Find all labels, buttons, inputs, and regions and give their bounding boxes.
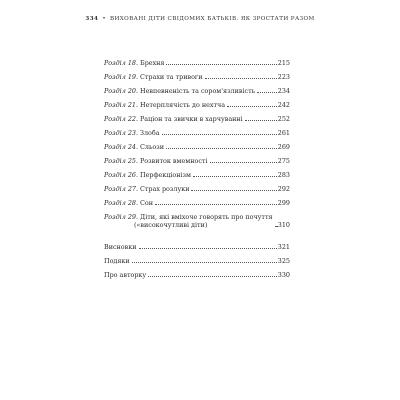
dot-leader bbox=[166, 148, 277, 149]
chapter-title: Нетерплячість до нехтча bbox=[140, 101, 226, 109]
chapter-title: Невпевненість та сором'язливість bbox=[140, 87, 256, 95]
entry-title: Висновки bbox=[104, 243, 137, 251]
book-title: ВИХОВАНІ ДІТИ СВІДОМИХ БАТЬКІВ. ЯК ЗРОСТАТИ РАЗОМ bbox=[110, 16, 315, 22]
toc-entry-25[interactable] bbox=[104, 151, 290, 165]
chapter-page: 261 bbox=[277, 129, 290, 137]
dot-leader bbox=[155, 204, 277, 205]
dot-leader bbox=[205, 78, 277, 79]
dot-leader bbox=[148, 276, 277, 277]
dot-leader bbox=[193, 176, 277, 177]
toc-entry-about-author[interactable] bbox=[104, 265, 290, 279]
chapter-page: 215 bbox=[277, 59, 290, 67]
toc-entry-acknowledgements[interactable] bbox=[104, 251, 290, 265]
toc-entry-22[interactable] bbox=[104, 109, 290, 123]
chapter-page: 292 bbox=[277, 185, 290, 193]
dot-leader bbox=[245, 120, 277, 121]
chapter-prefix: Розділ 21. bbox=[104, 101, 138, 109]
page-number: 334 bbox=[85, 16, 99, 22]
dot-leader bbox=[166, 64, 276, 65]
chapter-title: Раціон та звички в харчуванні bbox=[140, 115, 243, 123]
chapter-prefix: Розділ 29. bbox=[104, 213, 138, 221]
chapter-title: Сльози bbox=[140, 143, 165, 151]
chapter-title: Страх розлуки bbox=[140, 185, 190, 193]
toc-entry-23[interactable] bbox=[104, 123, 290, 137]
chapter-title: Перфекціонізм bbox=[140, 171, 191, 179]
entry-title: Про авторку bbox=[104, 271, 147, 279]
chapter-prefix: Розділ 25. bbox=[104, 157, 138, 165]
chapter-title: Сон bbox=[140, 199, 153, 207]
chapter-prefix: Розділ 20. bbox=[104, 87, 138, 95]
chapter-title: Розвиток вмемності bbox=[140, 157, 208, 165]
chapter-page: 283 bbox=[277, 171, 290, 179]
chapter-prefix: Розділ 18. bbox=[104, 59, 138, 67]
chapter-page: 299 bbox=[277, 199, 290, 207]
running-head bbox=[0, 16, 400, 22]
toc-entry-28[interactable] bbox=[104, 193, 290, 207]
entry-title: Подяки bbox=[104, 257, 130, 265]
chapter-title: Страхи та тривоги bbox=[140, 73, 203, 81]
dot-leader bbox=[132, 262, 277, 263]
dot-leader bbox=[191, 190, 276, 191]
toc-entry-21[interactable] bbox=[104, 95, 290, 109]
chapter-title: Злоба bbox=[140, 129, 160, 137]
chapter-title-line2: («високочутливі діти) bbox=[134, 221, 208, 229]
entry-page: 330 bbox=[277, 271, 290, 279]
chapter-page: 269 bbox=[277, 143, 290, 151]
dot-leader bbox=[257, 92, 277, 93]
toc-entry-24[interactable] bbox=[104, 137, 290, 151]
chapter-prefix: Розділ 22. bbox=[104, 115, 138, 123]
dot-leader bbox=[162, 134, 277, 135]
table-of-contents bbox=[104, 53, 290, 279]
chapter-page: 252 bbox=[277, 115, 290, 123]
dot-leader bbox=[210, 162, 277, 163]
dot-leader bbox=[139, 248, 277, 249]
chapter-prefix: Розділ 26. bbox=[104, 171, 138, 179]
chapter-title-line1: Діти, які вміхоче говорять про почуття bbox=[140, 213, 273, 221]
chapter-page: 234 bbox=[277, 87, 290, 95]
chapter-page: 310 bbox=[277, 221, 290, 229]
chapter-prefix: Розділ 27. bbox=[104, 185, 138, 193]
chapter-prefix: Розділ 23. bbox=[104, 129, 138, 137]
section-gap bbox=[104, 229, 290, 237]
chapter-prefix: Розділ 24. bbox=[104, 143, 138, 151]
chapter-page: 242 bbox=[277, 101, 290, 109]
toc-entry-27[interactable] bbox=[104, 179, 290, 193]
toc-entry-29[interactable] bbox=[104, 207, 290, 229]
toc-entry-18[interactable] bbox=[104, 53, 290, 67]
chapter-page: 223 bbox=[277, 73, 290, 81]
chapter-prefix: Розділ 19. bbox=[104, 73, 138, 81]
toc-entry-19[interactable] bbox=[104, 67, 290, 81]
chapter-prefix: Розділ 28. bbox=[104, 199, 138, 207]
entry-page: 325 bbox=[277, 257, 290, 265]
entry-page: 321 bbox=[277, 243, 290, 251]
dot-leader bbox=[227, 106, 277, 107]
header-bullet: • bbox=[102, 16, 107, 22]
toc-entry-conclusions[interactable] bbox=[104, 237, 290, 251]
toc-entry-20[interactable] bbox=[104, 81, 290, 95]
chapter-title: Брехня bbox=[140, 59, 165, 67]
toc-entry-26[interactable] bbox=[104, 165, 290, 179]
chapter-page: 275 bbox=[277, 157, 290, 165]
dot-leader bbox=[275, 226, 277, 227]
